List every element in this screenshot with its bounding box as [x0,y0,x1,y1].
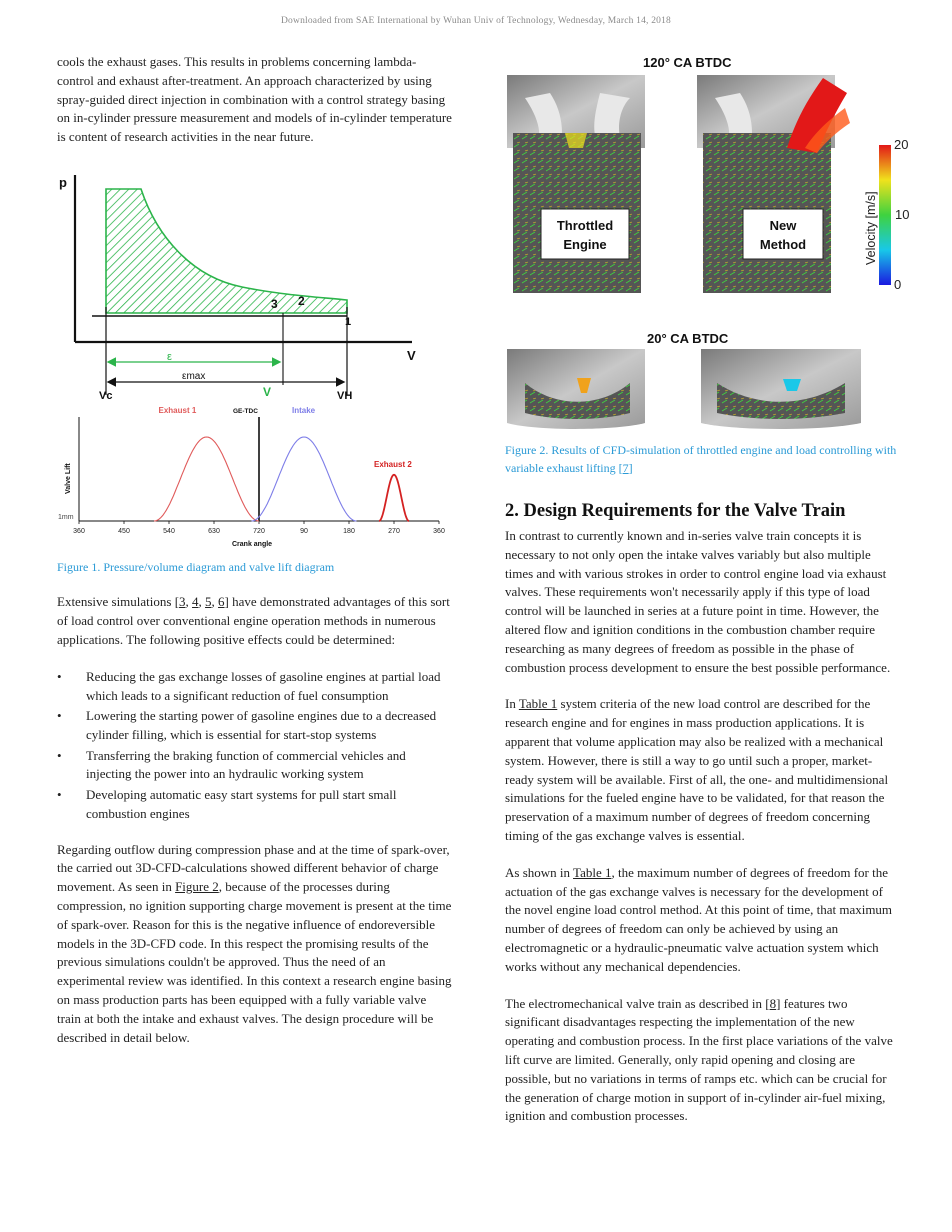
figure-2-link[interactable]: Figure 2 [175,879,219,895]
cfd-title-bottom: 20° CA BTDC [647,331,729,346]
list-item: • Reducing the gas exchange losses of gasoline engines at partial load which leads to a significant reduction of fuel consumption [57,668,441,703]
x-tick-label: 720 [253,527,265,535]
design-paragraph-3: As shown in Table 1, the maximum number of degrees of freedom for the actuation of the gas exchange valves is necessary for the development of the novel engine load control method. At this point of time, that maximum number of degrees of freedom can only be achieved by using an electromagnetic or a hydraulic-pneumatic valve actuation system which works without any mechanical dependencies. [505,864,893,974]
epsilon-label: ε [167,350,172,363]
colorbar-max: 20 [894,137,909,152]
section-title: 2. Design Requirements for the Valve Train [505,501,846,521]
design-paragraph-4: The electromechanical valve train as described in [8] features two significant disadvantages respecting the implementation of the new operating and combustion process. In the first place variations of the valve lift curve are limited. Generally, only rapid opening and closing are possible, but no variations in terms of ramps etc. which can be crucial for the generation of charge motion in support of in-cylinder air-fuel mixing, ignition and combustion processes. [505,995,893,1124]
tdc-label: GE-TDC [233,407,258,415]
colorbar-min: 0 [894,277,902,292]
x-tick-label: 270 [388,527,400,535]
list-item: • Lowering the starting power of gasoline engines due to a decreased cylinder filling, which is essential for start-stop systems [57,708,437,743]
valve-curve-exhaust-2 [379,475,409,521]
point-3-label: 3 [271,296,278,311]
download-header: Downloaded from SAE International by Wuhan Univ of Technology, Wednesday, March 14, 2018 [281,16,671,26]
outflow-paragraph: Regarding outflow during compression phase and at the time of spark-over, the carried out 3D-CFD-calculations showed different behavior of charge movement. As seen in Figure 2, because of the processes during compression, no ignition supporting charge movement is present at the time of spark-over. Reason for this is the negative influence of endoreversible models in the 3D-CFD code. In this respect the promising results of the previous simulations couldn't be approved. Thus the need of an experimental review was identified. In this context a research engine basing on mass production parts has been equipped with a fully variable valve train at both the intake and exhaust valves. The design procedure will be described in detail below. [57,841,452,1045]
vc-label: Vc [99,389,113,402]
cfd-bottom-left [507,349,645,429]
cfd-bottom-right [701,349,861,429]
colorbar-title: Velocity [m/s] [864,191,878,265]
velocity-colorbar [879,145,891,285]
series-label-intake: Intake [292,405,316,415]
x-tick-label: 90 [300,527,308,535]
vh-label: VH [337,389,353,402]
chart-y-label: Valve Lift [65,463,72,494]
pv-hatched-area [106,189,347,313]
new-method-label-line1: New [769,218,797,233]
ref-5-link[interactable]: 5 [205,594,212,610]
list-item: • Transferring the braking function of commercial vehicles and injecting the power into an hydraulic working system [57,747,406,782]
point-1-label: 1 [345,315,352,328]
table-1-link[interactable]: Table 1 [518,696,558,712]
ref-6-link[interactable]: 6 [218,594,225,610]
throttled-label-line1: Throttled [556,218,614,233]
ref-3-link[interactable]: 3 [179,594,186,610]
ref-8-link[interactable]: 8 [769,995,777,1011]
x-tick-label: 360 [73,527,85,535]
ref-7-link[interactable]: 7 [622,460,629,475]
point-2-label: 2 [298,293,305,308]
x-tick-label: 540 [163,527,175,535]
x-tick-label: 450 [118,527,130,535]
p-axis-label: p [59,174,67,190]
cfd-new-method-cylinder [697,75,850,293]
valve-lift-chart [57,399,452,549]
design-paragraph-2: In Table 1 system criteria of the new load control are described for the research engine and for engines in mass production applications. It is apparent that volume application may also be realized with a mechanical system. However, there is still a way to go until such a proper, market-ready system will be available. First of all, the one- and multidimensional simulations for the fueled engine have to be validated, for that reason the preservation of a maximum number of degrees of freedom concerning timing of the gas exchange valves is essential. [505,696,889,843]
series-label-exhaust-2: Exhaust 2 [374,459,412,469]
x-tick-label: 180 [343,527,355,535]
table-1-link-2[interactable]: Table 1 [573,864,612,880]
left-column [57,53,452,1047]
x-tick-label: 630 [208,527,220,535]
pv-diagram [57,167,452,402]
series-label-exhaust-1: Exhaust 1 [158,405,197,415]
simulations-paragraph: Extensive simulations [3, 4, 5, 6] have demonstrated advantages of this sort of load control over conventional engine operation methods in numerous applications. The following positive effects could be determined: [57,594,450,648]
v-axis-label: V [407,347,416,363]
valve-curve-exhaust-1 [154,437,259,521]
figure-1-caption: Figure 1. Pressure/volume diagram and valve lift diagram [57,559,335,574]
epsilon-max-label: εmax [182,370,206,382]
x-tick-label: 360 [433,527,445,535]
new-method-label-line2: Method [759,237,807,252]
colorbar-mid: 10 [895,207,910,222]
right-column [505,53,910,1126]
intro-paragraph: cools the exhaust gases. This results in problems concerning lambda-control and exhaust after-treatment. An approach characterized by using spray-guided direct injection in combination with a control strategy basing on in-cylinder pressure measurement and models of in-cylinder temperature is content of research activities in the near future. [57,54,452,145]
v-mid-label: V [263,384,272,399]
effects-list [57,668,452,824]
cfd-title-top: 120° CA BTDC [643,55,732,70]
figure-2-caption: Figure 2. Results of CFD-simulation of throttled engine and load controlling with variable exhaust lifting [7] [505,443,897,475]
cfd-figure [505,53,910,433]
chart-y-tick: 1mm [58,513,74,521]
ref-4-link[interactable]: 4 [192,594,199,610]
valve-curve-intake [252,437,357,521]
throttled-label-line2: Engine [563,237,607,252]
list-item: • Developing automatic easy start systems for pull start small combustion engines [57,787,397,821]
cfd-throttled-cylinder [507,75,645,293]
chart-x-label: Crank angle [232,540,273,548]
design-paragraph-1: In contrast to currently known and in-series valve train concepts it is necessary to not only open the intake valves variably but also multiple times and with various strokes in order to control engine load via exhaust valves. These requirements won't necessarily apply if this type of load control will be launched in series at a future point in time. However, the altered flow and ignition conditions in the combustion chamber require researching as many degrees of freedom as possible in the phase of combustion process development to ensure the best possible performance. [505,528,891,675]
